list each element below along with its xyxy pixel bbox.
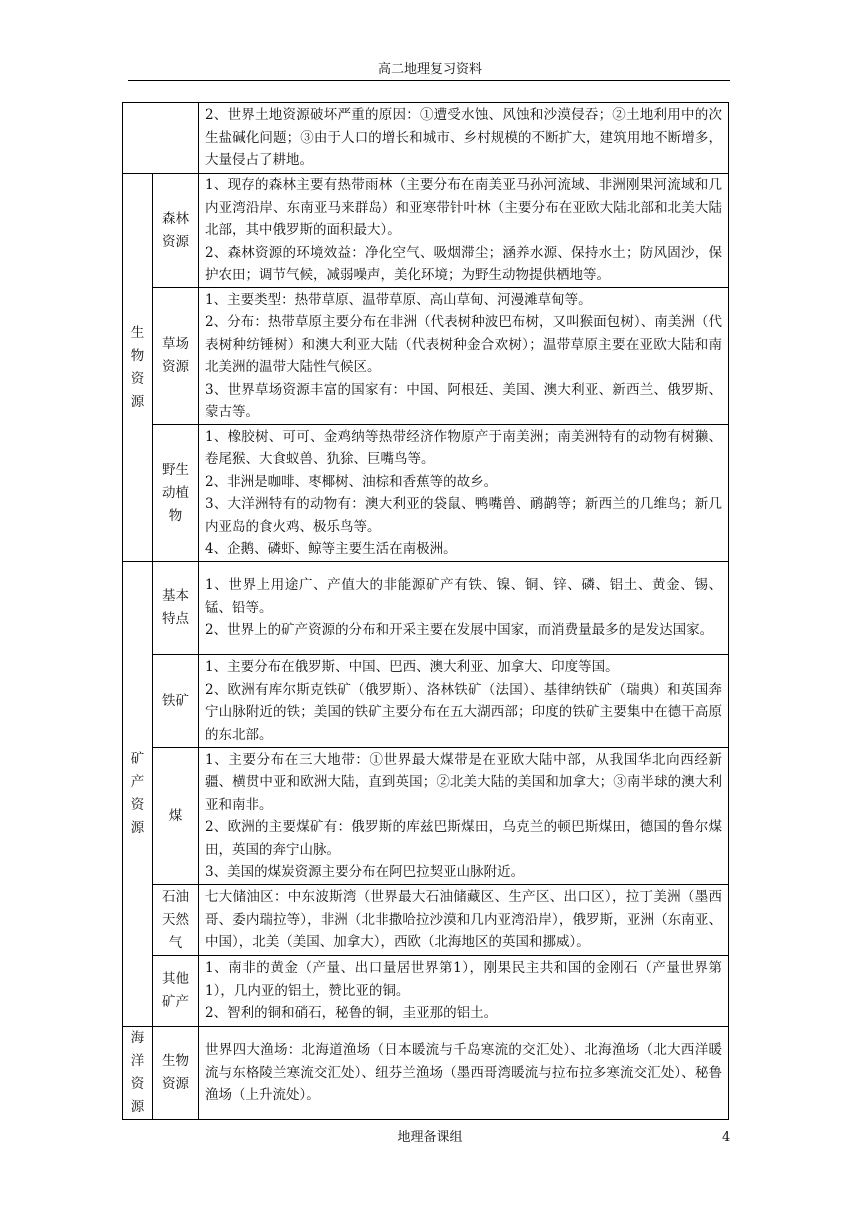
table-row-oil bbox=[123, 885, 729, 956]
sub-forest: 森林资源 bbox=[153, 174, 199, 288]
page-header: 高二地理复习资料 bbox=[377, 62, 482, 77]
table-row-grass bbox=[123, 288, 729, 425]
content-line: 2、欧洲有库尔斯克铁矿（俄罗斯）、洛林铁矿（法国）、基律纳铁矿（瑞典）和英国奔宁山脉附近的铁；美国的铁矿主要分布在五大湖西部；印度的铁矿主要集中在德干高原的东北部。 bbox=[205, 681, 722, 743]
content-line: 2、欧洲的主要煤矿有：俄罗斯的库兹巴斯煤田，乌克兰的顿巴斯煤田，德国的鲁尔煤田，英国的奔宁山脉。 bbox=[205, 819, 722, 858]
wild-content bbox=[199, 425, 729, 562]
table-row-coal bbox=[123, 748, 729, 885]
content-line: 3、世界草场资源丰富的国家有：中国、阿根廷、美国、澳大利亚、新西兰、俄罗斯、蒙古等。 bbox=[205, 381, 722, 420]
table-row-other bbox=[123, 956, 729, 1027]
oil-content bbox=[199, 885, 729, 956]
content-line: 1、橡胶树、可可、金鸡纳等热带经济作物原产于南美洲；南美洲特有的动物有树獭、卷尾猴、大食蚁兽、犰狳、巨嘴鸟等。 bbox=[205, 428, 722, 467]
table-row-ocean bbox=[123, 1027, 729, 1120]
content-line: 2、世界土地资源破坏严重的原因：①遭受水蚀、风蚀和沙漠侵吞；②土地利用中的次生盐碱化问题；③由于人口的增长和城市、乡村规模的不断扩大，建筑用地不断增多，大量侵占了耕地。 bbox=[205, 107, 722, 169]
content-line: 4、企鹅、磷虾、鲸等主要生活在南极洲。 bbox=[205, 541, 457, 557]
content-line: 1、世界上用途广、产值大的非能源矿产有铁、镍、铜、锌、磷、铝土、黄金、锡、锰、铅等。 bbox=[205, 577, 722, 616]
table-row-forest bbox=[123, 174, 729, 288]
forest-content bbox=[199, 174, 729, 288]
sub-coal: 煤 bbox=[153, 748, 199, 885]
table-row-basic bbox=[123, 562, 729, 655]
table-row-land bbox=[123, 103, 729, 174]
content-line: 2、分布：热带草原主要分布在非洲（代表树种波巴布树，又叫猴面包树）、南美洲（代表树种纺锤树）和澳大利亚大陆（代表树种金合欢树）；温带草原主要在亚欧大陆和南北美洲的温带大陆性气候区。 bbox=[205, 314, 722, 375]
sub-wild: 野生动植物 bbox=[153, 425, 199, 562]
content-line: 2、智利的铜和硝石，秘鲁的铜，圭亚那的铝土。 bbox=[205, 1005, 498, 1022]
content-line: 2、森林资源的环境效益：净化空气、吸烟滞尘；涵养水源、保持水土；防风固沙，保护农田；调节气候，减弱噪声，美化环境；为野生动物提供栖地等。 bbox=[205, 244, 722, 284]
table-row-iron bbox=[123, 655, 729, 748]
category-ocean: 海洋资源 bbox=[123, 1027, 153, 1120]
table-row-wild bbox=[123, 425, 729, 562]
content-line: 1、主要类型：热带草原、温带草原、高山草甸、河漫滩草甸等。 bbox=[205, 291, 592, 308]
category-bio: 生物资源 bbox=[123, 174, 153, 562]
content-line: 七大储油区：中东波斯湾（世界最大石油储藏区、生产区、出口区），拉丁美洲（墨西哥、委内瑞拉等），非洲（北非撒哈拉沙漠和几内亚湾沿岸），俄罗斯，亚洲（东南亚、中国），北美（美国、加拿大），西欧（北海地区的英国和挪威）。 bbox=[205, 889, 722, 951]
content-line: 1、主要分布在三大地带：①世界最大煤带是在亚欧大陆中部，从我国华北向西经新疆、横贯中亚和欧洲大陆，直到英国；②北美大陆的美国和加拿大；③南半球的澳大利亚和南非。 bbox=[205, 751, 722, 813]
content-line: 2、非洲是咖啡、枣椰树、油棕和香蕉等的故乡。 bbox=[205, 473, 498, 490]
other-content bbox=[199, 956, 729, 1027]
sub-grass: 草场资源 bbox=[153, 288, 199, 425]
content-line: 2、世界上的矿产资源的分布和开采主要在发展中国家，而消费量最多的是发达国家。 bbox=[205, 622, 714, 639]
page-number: 4 bbox=[722, 1130, 731, 1145]
land-content bbox=[199, 103, 729, 174]
content-line: 3、美国的煤炭资源主要分布在阿巴拉契亚山脉附近。 bbox=[205, 864, 525, 880]
content-line: 1、主要分布在俄罗斯、中国、巴西、澳大利亚、加拿大、印度等国。 bbox=[205, 659, 619, 675]
iron-content bbox=[199, 655, 729, 748]
sub-iron: 铁矿 bbox=[153, 655, 199, 748]
content-line: 世界四大渔场：北海道渔场（日本暖流与千岛寒流的交汇处）、北海渔场（北大西洋暖流与东格陵兰寒流交汇处）、纽芬兰渔场（墨西哥湾暖流与拉布拉多寒流交汇处）、秘鲁渔场（上升流处）。 bbox=[205, 1042, 722, 1104]
sub-ocean-bio: 生物资源 bbox=[153, 1027, 199, 1120]
content-line: 1、现存的森林主要有热带雨林（主要分布在南美亚马孙河流域、非洲刚果河流域和几内亚湾沿岸、东南亚马来群岛）和亚寒带针叶林（主要分布在亚欧大陆北部和北美大陆北部，其中俄罗斯的面积最大）。 bbox=[205, 177, 722, 239]
coal-content bbox=[199, 748, 729, 885]
basic-content bbox=[199, 562, 729, 655]
empty-cell bbox=[123, 103, 199, 174]
page-footer: 地理备课组 bbox=[397, 1130, 463, 1145]
grass-content bbox=[199, 288, 729, 425]
ocean-content bbox=[199, 1027, 729, 1120]
sub-oil: 石油天然气 bbox=[153, 885, 199, 956]
resource-table bbox=[122, 102, 729, 1120]
sub-other: 其他矿产 bbox=[153, 956, 199, 1027]
content-line: 1、南非的黄金（产量、出口量居世界第1），刚果民主共和国的金刚石（产量世界第1），几内亚的铝土，赞比亚的铜。 bbox=[205, 960, 722, 999]
sub-basic: 基本特点 bbox=[153, 562, 199, 655]
content-line: 3、大洋洲特有的动物有：澳大利亚的袋鼠、鸭嘴兽、鸸鹋等；新西兰的几维鸟；新几内亚岛的食火鸡、极乐鸟等。 bbox=[205, 496, 722, 535]
header-rule bbox=[128, 80, 730, 81]
category-mineral: 矿产资源 bbox=[123, 562, 153, 1027]
